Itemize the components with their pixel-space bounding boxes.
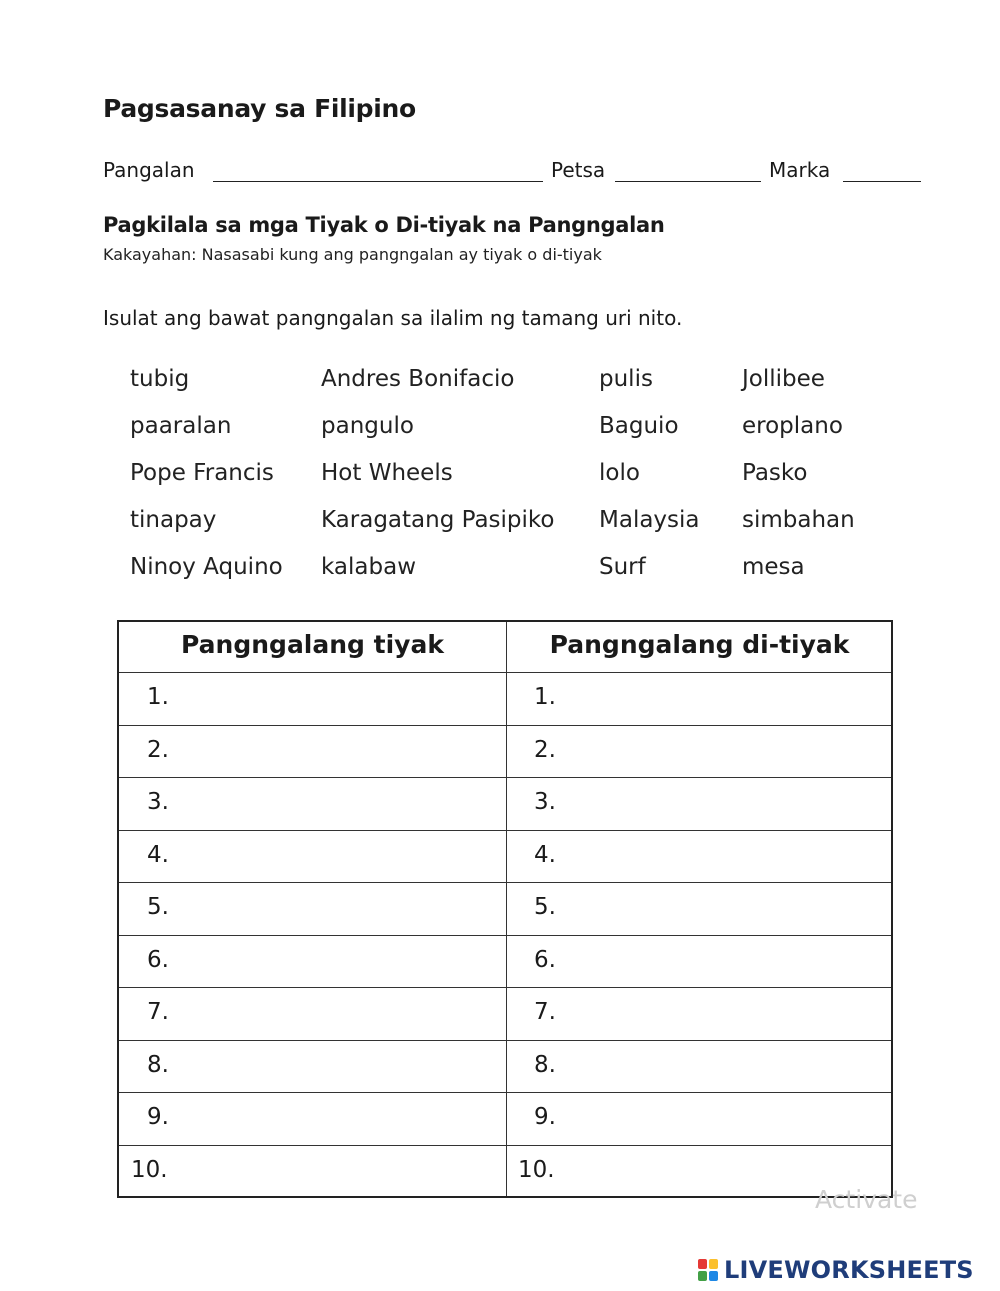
row-divider xyxy=(119,777,891,778)
name-label: Pangalan xyxy=(103,158,195,182)
tiyak-answer-slot[interactable] xyxy=(189,1149,489,1194)
di-tiyak-answer-number: 9. xyxy=(534,1104,556,1130)
di-tiyak-answer-slot[interactable] xyxy=(576,939,876,984)
di-tiyak-answer-number: 6. xyxy=(534,946,556,973)
activate-watermark: Activate xyxy=(815,1185,918,1214)
liveworksheets-logo[interactable] xyxy=(698,1254,974,1286)
di-tiyak-answer-slot[interactable] xyxy=(576,1096,876,1141)
name-field[interactable] xyxy=(213,181,543,182)
column-divider xyxy=(506,622,507,1196)
date-label: Petsa xyxy=(551,158,606,182)
date-field[interactable] xyxy=(615,181,761,182)
di-tiyak-answer-slot[interactable] xyxy=(576,886,876,931)
word-bank-item: Pasko xyxy=(742,460,808,486)
row-divider xyxy=(119,882,891,883)
lesson-title: Pagkilala sa mga Tiyak o Di-tiyak na Pangngalan xyxy=(103,213,665,237)
di-tiyak-answer-number: 1. xyxy=(534,684,556,710)
tiyak-answer-number: 6. xyxy=(147,946,169,973)
student-info-line xyxy=(103,158,933,188)
di-tiyak-answer-slot[interactable] xyxy=(576,781,876,826)
lesson-skill: Kakayahan: Nasasabi kung ang pangngalan ay tiyak o di-tiyak xyxy=(103,245,602,264)
word-bank-item: kalabaw xyxy=(321,554,416,580)
di-tiyak-answer-number: 8. xyxy=(534,1051,556,1078)
tiyak-answer-slot[interactable] xyxy=(189,676,489,721)
row-divider xyxy=(119,830,891,831)
row-divider xyxy=(119,987,891,988)
di-tiyak-answer-number: 4. xyxy=(534,841,556,868)
row-divider xyxy=(119,725,891,726)
worksheet-title: Pagsasanay sa Filipino xyxy=(103,94,416,123)
tiyak-answer-slot[interactable] xyxy=(189,729,489,774)
word-bank-item: Jollibee xyxy=(742,366,825,392)
di-tiyak-answer-number: 7. xyxy=(534,999,556,1025)
brand-name: LIVEWORKSHEETS xyxy=(724,1256,974,1284)
di-tiyak-answer-number: 10. xyxy=(518,1156,555,1183)
tiyak-answer-slot[interactable] xyxy=(189,939,489,984)
di-tiyak-answer-slot[interactable] xyxy=(576,1044,876,1089)
tiyak-answer-slot[interactable] xyxy=(189,1044,489,1089)
di-tiyak-answer-number: 2. xyxy=(534,736,556,763)
tiyak-answer-number: 10. xyxy=(131,1156,168,1183)
tiyak-answer-number: 8. xyxy=(147,1051,169,1078)
word-bank-item: tubig xyxy=(130,366,190,392)
di-tiyak-answer-slot[interactable] xyxy=(576,676,876,721)
di-tiyak-answer-number: 3. xyxy=(534,789,556,815)
col-header-di-tiyak: Pangngalang di-tiyak xyxy=(549,630,850,659)
tiyak-answer-number: 4. xyxy=(147,841,169,868)
word-bank-item: mesa xyxy=(742,554,805,580)
di-tiyak-answer-slot[interactable] xyxy=(576,991,876,1036)
word-bank-item: eroplano xyxy=(742,413,843,439)
word-bank-item: pangulo xyxy=(321,413,414,439)
tiyak-answer-slot[interactable] xyxy=(189,834,489,879)
row-divider xyxy=(119,1092,891,1093)
tiyak-answer-number: 7. xyxy=(147,999,169,1025)
word-bank-item: paaralan xyxy=(130,413,232,439)
score-label: Marka xyxy=(769,158,831,182)
tiyak-answer-number: 5. xyxy=(147,894,169,920)
tiyak-answer-number: 1. xyxy=(147,684,169,710)
word-bank-item: Hot Wheels xyxy=(321,460,453,486)
di-tiyak-answer-number: 5. xyxy=(534,894,556,920)
word-bank-item: Pope Francis xyxy=(130,460,274,486)
tiyak-answer-number: 9. xyxy=(147,1104,169,1130)
tiyak-answer-slot[interactable] xyxy=(189,886,489,931)
tiyak-answer-number: 2. xyxy=(147,736,169,763)
brand-icon xyxy=(698,1259,718,1281)
word-bank-item: Malaysia xyxy=(599,507,700,533)
score-field[interactable] xyxy=(843,181,921,182)
header-divider xyxy=(119,672,891,673)
di-tiyak-answer-slot[interactable] xyxy=(576,834,876,879)
word-bank-item: tinapay xyxy=(130,507,217,533)
word-bank-item: Karagatang Pasipiko xyxy=(321,507,555,533)
word-bank-item: simbahan xyxy=(742,507,855,533)
col-header-tiyak: Pangngalang tiyak xyxy=(181,630,444,659)
word-bank-item: Ninoy Aquino xyxy=(130,554,283,580)
word-bank-item: pulis xyxy=(599,366,653,392)
word-bank-item: Andres Bonifacio xyxy=(321,366,515,392)
row-divider xyxy=(119,1145,891,1146)
answer-table xyxy=(117,620,893,1198)
tiyak-answer-slot[interactable] xyxy=(189,991,489,1036)
di-tiyak-answer-slot[interactable] xyxy=(576,729,876,774)
tiyak-answer-slot[interactable] xyxy=(189,781,489,826)
row-divider xyxy=(119,1040,891,1041)
instruction-text: Isulat ang bawat pangngalan sa ilalim ng tamang uri nito. xyxy=(103,306,683,330)
tiyak-answer-number: 3. xyxy=(147,789,169,815)
word-bank-item: lolo xyxy=(599,460,640,486)
tiyak-answer-slot[interactable] xyxy=(189,1096,489,1141)
row-divider xyxy=(119,935,891,936)
word-bank-item: Surf xyxy=(599,554,646,580)
word-bank-item: Baguio xyxy=(599,413,679,439)
